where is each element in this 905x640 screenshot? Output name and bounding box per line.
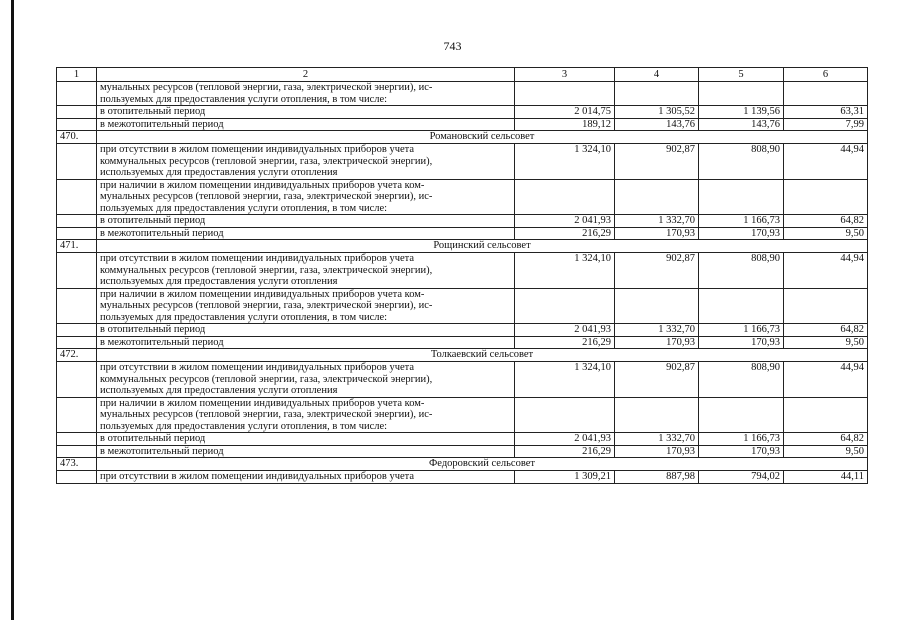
value-cell-col4: [615, 82, 699, 106]
header-cell: 3: [515, 68, 615, 82]
value-cell-col4: 170,93: [615, 336, 699, 349]
value-cell-col6: 44,94: [784, 362, 868, 398]
value-cell-col6: 7,99: [784, 118, 868, 131]
row-description: [97, 144, 515, 180]
description-line: в отопительный период: [100, 324, 206, 335]
row-number-empty: [57, 433, 97, 446]
value-cell-col5: 794,02: [699, 471, 784, 484]
description-line: при отсутствии в жилом помещении индивидуальных приборов учета: [100, 362, 415, 373]
section-title: Федоровский сельсовет: [97, 458, 868, 471]
description-line: при отсутствии в жилом помещении индивидуальных приборов учета: [100, 253, 415, 264]
value-cell-col6: 9,50: [784, 336, 868, 349]
table-row: [57, 471, 868, 484]
header-cell: 4: [615, 68, 699, 82]
value-cell-col5: 1 166,73: [699, 324, 784, 337]
value-cell-col3: 216,29: [515, 445, 615, 458]
table-row: [57, 253, 868, 289]
row-description: [97, 215, 515, 228]
row-number-empty: [57, 144, 97, 180]
row-description: [97, 82, 515, 106]
value-cell-col4: 1 332,70: [615, 215, 699, 228]
row-number-empty: [57, 362, 97, 398]
page-edge-rule: [11, 0, 14, 620]
value-cell-col6: 63,31: [784, 106, 868, 119]
description-line: при отсутствии в жилом помещении индивидуальных приборов учета: [100, 471, 415, 482]
description-line: при наличии в жилом помещении индивидуальных приборов учета ком-: [100, 179, 425, 191]
description-line: в межотопительный период: [100, 336, 224, 348]
description-line: пользуемых для предоставления услуги отопления, в том числе:: [100, 420, 388, 432]
value-cell-col6: 64,82: [784, 324, 868, 337]
value-cell-col5: 170,93: [699, 445, 784, 458]
value-cell-col3: 189,12: [515, 118, 615, 131]
tariff-table-body: [57, 68, 868, 484]
description-line: мунальных ресурсов (тепловой энергии, газа, электрической энергии), ис-: [100, 300, 433, 311]
description-line: в межотопительный период: [100, 118, 224, 130]
row-number-empty: [57, 336, 97, 349]
value-cell-col6: 9,50: [784, 445, 868, 458]
value-cell-col4: [615, 397, 699, 433]
value-cell-col5: 143,76: [699, 118, 784, 131]
description-line: при наличии в жилом помещении индивидуальных приборов учета ком-: [100, 288, 425, 300]
row-number-empty: [57, 179, 97, 215]
row-number-empty: [57, 253, 97, 289]
value-cell-col5: [699, 397, 784, 433]
table-row: [57, 118, 868, 131]
row-description: [97, 179, 515, 215]
table-row: [57, 215, 868, 228]
row-description: [97, 288, 515, 324]
description-line: используемых для предоставления услуги отопления: [100, 385, 338, 396]
table-row: [57, 144, 868, 180]
value-cell-col6: [784, 397, 868, 433]
description-line: в межотопительный период: [100, 227, 224, 239]
row-number: 472.: [57, 349, 97, 362]
section-row: [57, 458, 868, 471]
value-cell-col6: 64,82: [784, 215, 868, 228]
row-description: [97, 397, 515, 433]
description-line: мунальных ресурсов (тепловой энергии, газа, электрической энергии), ис-: [100, 82, 433, 93]
description-line: коммунальных ресурсов (тепловой энергии, газа, электрической энергии),: [100, 373, 433, 385]
section-row: [57, 131, 868, 144]
value-cell-col3: 2 014,75: [515, 106, 615, 119]
value-cell-col3: 1 309,21: [515, 471, 615, 484]
row-number: 473.: [57, 458, 97, 471]
description-line: при отсутствии в жилом помещении индивидуальных приборов учета: [100, 144, 415, 155]
description-line: в межотопительный период: [100, 445, 224, 457]
row-number: 471.: [57, 240, 97, 253]
row-number-empty: [57, 82, 97, 106]
value-cell-col5: [699, 288, 784, 324]
row-description: [97, 471, 515, 484]
value-cell-col6: [784, 179, 868, 215]
row-number-empty: [57, 445, 97, 458]
row-number-empty: [57, 227, 97, 240]
value-cell-col4: 1 332,70: [615, 433, 699, 446]
value-cell-col4: 170,93: [615, 227, 699, 240]
value-cell-col5: 808,90: [699, 362, 784, 398]
value-cell-col4: 902,87: [615, 144, 699, 180]
value-cell-col3: 2 041,93: [515, 324, 615, 337]
table-row: [57, 362, 868, 398]
value-cell-col4: 1 332,70: [615, 324, 699, 337]
table-row: [57, 227, 868, 240]
row-description: [97, 336, 515, 349]
value-cell-col6: [784, 82, 868, 106]
description-line: используемых для предоставления услуги отопления: [100, 276, 338, 287]
row-number-empty: [57, 471, 97, 484]
table-row: [57, 179, 868, 215]
value-cell-col3: 1 324,10: [515, 253, 615, 289]
value-cell-col5: 170,93: [699, 336, 784, 349]
row-number-empty: [57, 397, 97, 433]
row-description: [97, 362, 515, 398]
row-number-empty: [57, 215, 97, 228]
row-description: [97, 445, 515, 458]
value-cell-col4: 1 305,52: [615, 106, 699, 119]
value-cell-col4: 170,93: [615, 445, 699, 458]
row-number-empty: [57, 288, 97, 324]
value-cell-col6: 64,82: [784, 433, 868, 446]
header-row: [57, 68, 868, 82]
value-cell-col4: [615, 288, 699, 324]
value-cell-col3: 1 324,10: [515, 362, 615, 398]
value-cell-col6: 44,94: [784, 144, 868, 180]
value-cell-col3: [515, 179, 615, 215]
description-line: используемых для предоставления услуги отопления: [100, 167, 338, 178]
description-line: в отопительный период: [100, 433, 206, 444]
row-number-empty: [57, 118, 97, 131]
table-row: [57, 106, 868, 119]
description-line: в отопительный период: [100, 106, 206, 117]
value-cell-col6: [784, 288, 868, 324]
description-line: коммунальных ресурсов (тепловой энергии, газа, электрической энергии),: [100, 264, 433, 276]
header-cell: 5: [699, 68, 784, 82]
table-row: [57, 397, 868, 433]
table-row: [57, 82, 868, 106]
value-cell-col6: 9,50: [784, 227, 868, 240]
value-cell-col5: 808,90: [699, 144, 784, 180]
value-cell-col5: [699, 82, 784, 106]
row-number: 470.: [57, 131, 97, 144]
value-cell-col3: 2 041,93: [515, 433, 615, 446]
value-cell-col5: 1 166,73: [699, 433, 784, 446]
description-line: мунальных ресурсов (тепловой энергии, газа, электрической энергии), ис-: [100, 191, 433, 202]
value-cell-col3: 1 324,10: [515, 144, 615, 180]
row-description: [97, 433, 515, 446]
section-title: Рощинский сельсовет: [97, 240, 868, 253]
section-row: [57, 240, 868, 253]
section-title: Романовский сельсовет: [97, 131, 868, 144]
value-cell-col6: 44,94: [784, 253, 868, 289]
value-cell-col5: 808,90: [699, 253, 784, 289]
row-description: [97, 227, 515, 240]
value-cell-col3: [515, 288, 615, 324]
table-row: [57, 288, 868, 324]
value-cell-col5: [699, 179, 784, 215]
table-row: [57, 336, 868, 349]
header-cell: 6: [784, 68, 868, 82]
page-number: 743: [443, 39, 462, 53]
value-cell-col5: 1 139,56: [699, 106, 784, 119]
description-line: пользуемых для предоставления услуги отопления, в том числе:: [100, 311, 388, 323]
description-line: коммунальных ресурсов (тепловой энергии, газа, электрической энергии),: [100, 155, 433, 167]
row-number-empty: [57, 106, 97, 119]
table-row: [57, 445, 868, 458]
tariff-table: [56, 67, 868, 484]
value-cell-col3: 216,29: [515, 227, 615, 240]
value-cell-col5: 170,93: [699, 227, 784, 240]
value-cell-col6: 44,11: [784, 471, 868, 484]
row-description: [97, 253, 515, 289]
table-row: [57, 433, 868, 446]
row-number-empty: [57, 324, 97, 337]
row-description: [97, 106, 515, 119]
description-line: пользуемых для предоставления услуги отопления, в том числе:: [100, 93, 388, 105]
section-row: [57, 349, 868, 362]
table-row: [57, 324, 868, 337]
value-cell-col3: [515, 397, 615, 433]
header-cell: 2: [97, 68, 515, 82]
description-line: в отопительный период: [100, 215, 206, 226]
value-cell-col3: [515, 82, 615, 106]
value-cell-col3: 2 041,93: [515, 215, 615, 228]
value-cell-col4: 887,98: [615, 471, 699, 484]
row-description: [97, 324, 515, 337]
section-title: Толкаевский сельсовет: [97, 349, 868, 362]
description-line: пользуемых для предоставления услуги отопления, в том числе:: [100, 202, 388, 214]
description-line: при наличии в жилом помещении индивидуальных приборов учета ком-: [100, 397, 425, 409]
row-description: [97, 118, 515, 131]
value-cell-col3: 216,29: [515, 336, 615, 349]
value-cell-col4: 902,87: [615, 362, 699, 398]
header-cell: 1: [57, 68, 97, 82]
value-cell-col4: 143,76: [615, 118, 699, 131]
value-cell-col4: 902,87: [615, 253, 699, 289]
value-cell-col4: [615, 179, 699, 215]
description-line: мунальных ресурсов (тепловой энергии, газа, электрической энергии), ис-: [100, 409, 433, 420]
value-cell-col5: 1 166,73: [699, 215, 784, 228]
